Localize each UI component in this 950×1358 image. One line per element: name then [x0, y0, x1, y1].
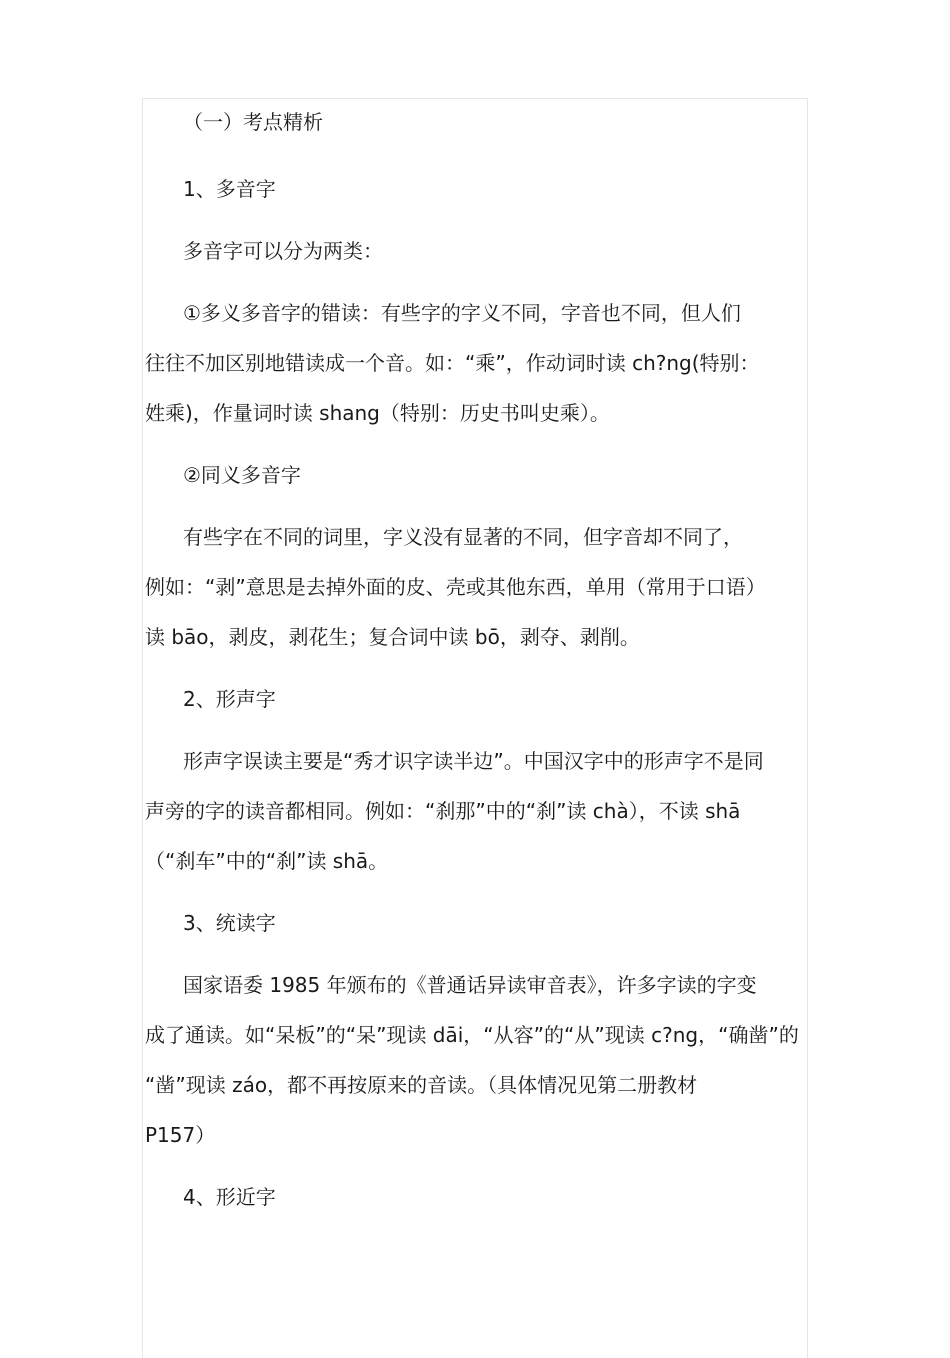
item-3-paragraph [145, 960, 805, 1160]
paragraph-line: 成了通读。如“呆板”的“呆”现读 dāi，“从容”的“从”现读 c?ng，“确凿”的 [145, 1023, 799, 1047]
paragraph-line: 声旁的字的读音都相同。例如：“刹那”中的“刹”读 chà），不读 shā [145, 799, 741, 823]
paragraph-line: （“刹车”中的“刹”读 shā。 [145, 849, 389, 873]
item-4-heading: 4、形近字 [183, 1185, 276, 1209]
item-1-intro: 多音字可以分为两类： [183, 239, 383, 263]
item-1-sub2-paragraph [145, 512, 805, 662]
item-3-heading: 3、统读字 [183, 911, 276, 935]
item-2-heading: 2、形声字 [183, 687, 276, 711]
paragraph-line: 例如：“剥”意思是去掉外面的皮、壳或其他东西，单用（常用于口语） [145, 575, 766, 599]
paragraph-line: 形声字误读主要是“秀才识字读半边”。中国汉字中的形声字不是同 [183, 749, 764, 773]
paragraph-line: ①多义多音字的错读：有些字的字义不同，字音也不同，但人们 [183, 301, 741, 325]
paragraph-line: “凿”现读 záo，都不再按原来的音读。（具体情况见第二册教材 [145, 1073, 698, 1097]
paragraph-line: 国家语委 1985 年颁布的《普通话异读审音表》，许多字读的字变 [183, 973, 757, 997]
item-1-sub2-heading: ②同义多音字 [183, 463, 301, 487]
section-heading: （一）考点精析 [183, 110, 323, 134]
item-1-sub1-paragraph [145, 288, 805, 438]
paragraph-line: 姓乘)，作量词时读 shang（特别：历史书叫史乘）。 [145, 401, 610, 425]
paragraph-line: 有些字在不同的词里，字义没有显著的不同，但字音却不同了， [183, 525, 743, 549]
paragraph-line: 读 bāo，剥皮，剥花生；复合词中读 bō，剥夺、剥削。 [145, 625, 640, 649]
item-1-heading: 1、多音字 [183, 177, 276, 201]
paragraph-line: P157） [145, 1123, 216, 1147]
document-body [145, 102, 805, 1222]
paragraph-line: 往往不加区别地错读成一个音。如：“乘”，作动词时读 ch?ng(特别： [145, 351, 760, 375]
item-2-paragraph [145, 736, 805, 886]
